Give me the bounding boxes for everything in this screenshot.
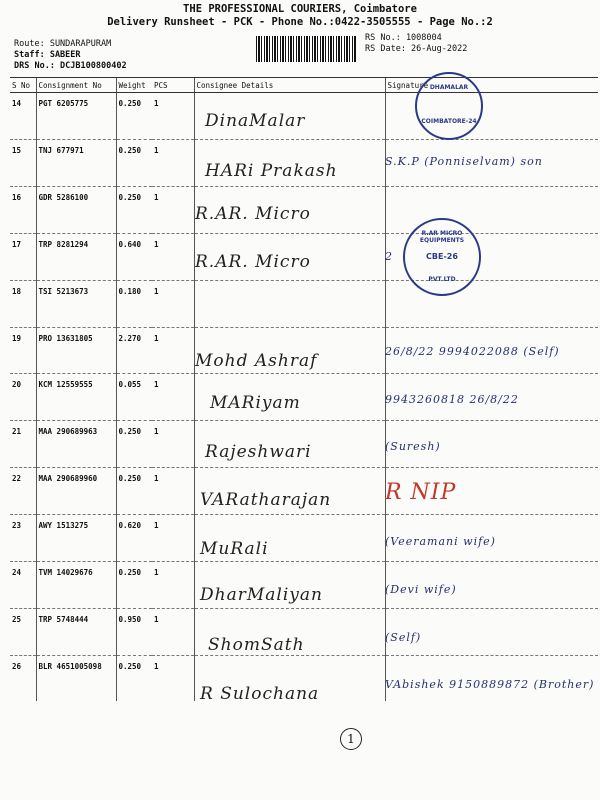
handwritten-signature: 9943260818 26/8/22: [385, 392, 519, 406]
row-consignment: PRO 13631805: [36, 327, 116, 374]
stamp2-line1: R.AR MICRO EQUIPMENTS: [419, 230, 465, 244]
barcode: [256, 36, 356, 62]
handwritten-signature: (Self): [385, 630, 422, 644]
col-signature: Signature: [385, 78, 598, 93]
page-mark: 1: [340, 728, 362, 750]
row-pcs: 1: [154, 661, 159, 671]
row-weight: 0.250: [116, 186, 152, 233]
col-consignee: Consignee Details: [194, 78, 385, 93]
row-weight: 0.250: [116, 562, 152, 609]
row-weight: 0.640: [116, 233, 152, 280]
row-sno: 26: [12, 661, 22, 671]
row-weight: 0.250: [116, 421, 152, 468]
table-header-row: [10, 78, 598, 93]
row-consignment: TNJ 677971: [36, 139, 116, 186]
row-pcs: 1: [152, 280, 194, 327]
row-sno: 19: [10, 327, 36, 374]
row-pcs: 1: [152, 562, 194, 609]
row-consignment: MAA 290689963: [36, 421, 116, 468]
rar-micro-stamp: [403, 218, 481, 296]
row-consignee: [194, 280, 385, 327]
row-weight: 0.250: [116, 139, 152, 186]
row-consignment: PGT 6205775: [36, 93, 116, 140]
staff-info: Staff: SABEER: [14, 50, 81, 60]
handwritten-signature: (Suresh): [385, 440, 441, 454]
row-pcs: 1: [152, 327, 194, 374]
handwritten-consignee: Rajeshwari: [205, 442, 312, 463]
row-pcs: 1: [152, 139, 194, 186]
row-sno: 17: [10, 233, 36, 280]
stamp2-line2: PVT LTD: [428, 276, 456, 283]
col-consignment: Consignment No: [36, 78, 116, 93]
runsheet-subtitle: Delivery Runsheet - PCK - Phone No.:0422-3505555 - Page No.:2: [107, 16, 493, 28]
handwritten-consignee: DharMaliyan: [200, 585, 323, 605]
row-pcs: 1: [152, 608, 194, 655]
stamp2-center: CBE-26: [426, 252, 458, 261]
row-consignment: MAA 290689960: [36, 468, 116, 515]
row-pcs: 1: [152, 186, 194, 233]
handwritten-consignee: ShomSath: [208, 634, 305, 655]
row-pcs: 1: [152, 93, 194, 140]
row-sno: 16: [10, 186, 36, 233]
table-row: [10, 515, 598, 562]
row-sno: 18: [10, 280, 36, 327]
dinamalar-stamp: [415, 72, 483, 140]
handwritten-signature: (Devi wife): [385, 583, 457, 596]
row-pcs: 1: [152, 468, 194, 515]
handwritten-consignee: MuRali: [200, 539, 269, 560]
row-consignment: BLR 4651005098: [36, 655, 116, 701]
row-weight: 0.620: [116, 515, 152, 562]
runsheet-title: THE PROFESSIONAL COURIERS, Coimbatore: [183, 3, 417, 15]
stamp1-line1: DHAMALAR: [429, 84, 469, 91]
handwritten-signature: VAbishek 9150889872 (Brother): [385, 678, 595, 692]
drs-number: DRS No.: DCJB100800402: [14, 61, 127, 71]
row-pcs: 1: [152, 233, 194, 280]
handwritten-consignee: Mohd Ashraf: [195, 351, 318, 371]
row-sno: 24: [10, 562, 36, 609]
row-sno: 15: [10, 139, 36, 186]
row-weight: 0.950: [116, 608, 152, 655]
row-sno: 20: [10, 374, 36, 421]
handwritten-consignee: VARatharajan: [200, 489, 332, 510]
row-consignment: KCM 12559555: [36, 374, 116, 421]
row-weight: 2.270: [116, 327, 152, 374]
row-weight: 0.250: [116, 93, 152, 140]
row-pcs: 1: [152, 515, 194, 562]
handwritten-consignee: R Sulochana: [200, 684, 320, 705]
handwritten-consignee: HARi Prakash: [205, 160, 338, 181]
row-pcs: 1: [152, 421, 194, 468]
handwritten-signature: S.K.P (Ponniselvam) son: [385, 154, 543, 168]
handwritten-signature: R NIP: [385, 479, 457, 505]
handwritten-consignee: R.AR. Micro: [195, 251, 311, 272]
handwritten-signature: 2: [385, 249, 393, 263]
row-weight: 0.055: [116, 374, 152, 421]
row-consignment: TVM 14029676: [36, 562, 116, 609]
handwritten-signature: 26/8/22 9994022088 (Self): [385, 345, 560, 358]
handwritten-consignee: R.AR. Micro: [195, 204, 311, 225]
row-pcs: 1: [152, 374, 194, 421]
row-weight: 0.250: [116, 468, 152, 515]
rs-date: RS Date: 26-Aug-2022: [365, 44, 468, 54]
row-sno: 23: [10, 515, 36, 562]
stamp1-line2: COIMBATORE-24: [421, 118, 477, 125]
handwritten-consignee: DinaMalar: [205, 111, 306, 131]
row-weight: 0.180: [116, 280, 152, 327]
route-info: Route: SUNDARAPURAM: [14, 39, 112, 49]
table-row: [10, 280, 598, 327]
row-sno: 25: [10, 608, 36, 655]
handwritten-consignee: MARiyam: [210, 392, 301, 413]
row-consignment: GDR 5286100: [36, 186, 116, 233]
col-weight: Weight: [116, 78, 152, 93]
handwritten-signature: (Veeramani wife): [385, 535, 496, 549]
row-consignment: TRP 5748444: [36, 608, 116, 655]
row-weight: 0.250: [116, 655, 152, 701]
col-sno: S No: [10, 78, 36, 93]
row-sno: 14: [10, 93, 36, 140]
row-sno: 22: [10, 468, 36, 515]
row-consignment: TSI 5213673: [36, 280, 116, 327]
row-sno: 21: [10, 421, 36, 468]
row-consignment: AWY 1513275: [36, 515, 116, 562]
rs-number: RS No.: 1008004: [365, 33, 442, 43]
col-pcs: PCS: [152, 78, 194, 93]
row-consignment: TRP 8281294: [36, 233, 116, 280]
